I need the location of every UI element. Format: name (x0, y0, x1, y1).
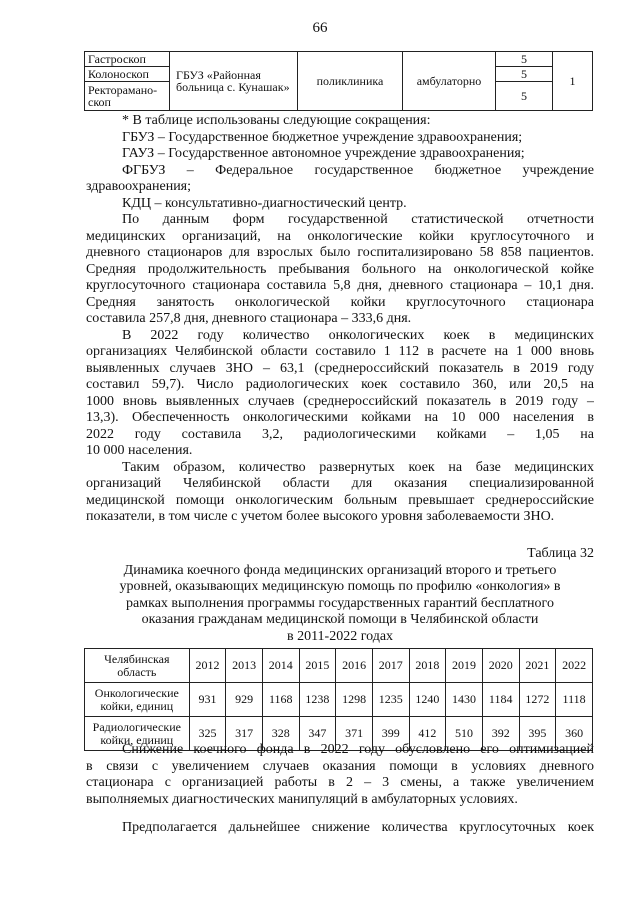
table-row (85, 683, 593, 717)
year-header-cell: 2016 (336, 649, 373, 683)
text-line: круглосуточного стационара составила 5,8 дня, дневного стационара – 10,1 дня. (86, 278, 594, 293)
exam-cell: Гастроскоп (85, 52, 170, 67)
text-line: Снижение коечного фонда в 2022 году обусловлено его оптимизацией (122, 742, 594, 757)
text-line: показатели, в том числе с учетом более высокого уровня заболеваемости ЗНО. (86, 509, 555, 524)
table-label: Таблица 32 (527, 546, 594, 561)
text-line: организаций Челябинской области для оказания специализированной (86, 476, 594, 491)
year-header-cell: 2022 (556, 649, 593, 683)
text-line: Предполагается дальнейшее снижение количества круглосуточных коек (122, 820, 594, 835)
year-header-cell: 2020 (482, 649, 519, 683)
table-title-line: Динамика коечного фонда медицинских организаций второго и третьего (123, 562, 557, 578)
table-title-line: оказания гражданам медицинской помощи в Челябинской области (141, 612, 539, 627)
facility-type-cell: поликлиника (298, 52, 403, 111)
value-cell: 317 (226, 717, 263, 751)
value-cell: 1235 (372, 683, 409, 717)
year-header-cell: 2021 (519, 649, 556, 683)
total-cell: 1 (553, 52, 593, 111)
text-line: ГАУЗ – Государственное автономное учреждение здравоохранения; (122, 146, 525, 161)
exam-name-part: Ректорамано- (88, 83, 158, 97)
table-title-line: рамках выполнения программы государственных гарантий бесплатного (126, 595, 554, 611)
text-line: медицинских организаций, на онкологические койки круглосуточного и (86, 228, 594, 244)
text-line: составил 59,7). Число радиологических коек составило 360, или 20,5 на (86, 377, 594, 392)
text-line: стационара с организацией работы в 2 – 3 смены, а также увеличением (86, 775, 594, 790)
year-header-cell: 2014 (262, 649, 299, 683)
year-header-cell: 2018 (409, 649, 446, 683)
value-cell: 929 (226, 683, 263, 717)
text-line: В 2022 году количество онкологических коек в медицинских (122, 327, 594, 343)
abbreviations-and-text-section (86, 113, 594, 526)
text-line: Средняя продолжительность пребывания больного на онкологической койке (86, 261, 594, 277)
value-cell: 1298 (336, 683, 373, 717)
conclusion-section (86, 742, 594, 837)
value-cell: 399 (372, 717, 409, 751)
organization-cell (170, 52, 298, 111)
table-header-row (85, 649, 593, 683)
row-label-cell (85, 683, 190, 717)
organization-name-line: ГБУЗ «Районная (176, 68, 261, 82)
text-line: Средняя занятость онкологической койки круглосуточного стационара (86, 294, 594, 310)
value-cell: 371 (336, 717, 373, 751)
text-line: медицинской помощи онкологическим больным превышает среднероссийские (86, 492, 594, 508)
count-cell: 5 (496, 82, 553, 111)
count-cell: 5 (496, 52, 553, 67)
facilities-table-continuation (84, 51, 593, 111)
text-line: в связи с увеличением случаев оказания помощи в условиях дневного (86, 758, 594, 774)
exam-cell: Колоноскоп (85, 67, 170, 82)
row-label-line: Радиологические (92, 720, 181, 734)
text-line: ФГБУЗ – Федеральное государственное бюджетное учреждение (122, 162, 594, 178)
header-label-line: область (117, 664, 157, 679)
text-line: 1000 вновь выявленных случаев (среднероссийский показатель в 2019 году – (86, 393, 594, 409)
value-cell: 347 (299, 717, 336, 751)
text-line: * В таблице использованы следующие сокращения: (122, 113, 431, 128)
text-line: выполняемых диагностических манипуляций в амбулаторных условиях. (86, 791, 518, 807)
care-mode-cell: амбулаторно (403, 52, 496, 111)
text-line: КДЦ – консультативно-диагностический центр. (122, 195, 407, 211)
value-cell: 395 (519, 717, 556, 751)
text-line: 10 000 населения. (86, 443, 193, 458)
value-cell: 328 (262, 717, 299, 751)
organization-name-line: больница с. Кунашак» (176, 80, 290, 94)
table-title-line: уровней, оказывающих медицинскую помощь по профилю «онкология» в (119, 579, 561, 594)
text-line: 2022 году составила 3,2, радиологическими койками – 1,05 на (86, 426, 594, 442)
year-header-cell: 2013 (226, 649, 263, 683)
text-line: организациях Челябинской области составило 1 112 в расчете на 1 000 вновь (86, 344, 594, 359)
text-line: ГБУЗ – Государственное бюджетное учреждение здравоохранения; (122, 129, 523, 145)
text-line: здравоохранения; (86, 179, 192, 194)
value-cell: 1168 (262, 683, 299, 717)
bed-fund-dynamics-table (84, 648, 593, 751)
year-header-cell: 2019 (446, 649, 483, 683)
region-header-cell (85, 649, 190, 683)
value-cell: 412 (409, 717, 446, 751)
header-label-line: Челябинская (104, 652, 170, 666)
row-label-line: Онкологические (94, 686, 179, 700)
value-cell: 325 (189, 717, 226, 751)
value-cell: 931 (189, 683, 226, 717)
row-label-line: койки, единиц (100, 698, 174, 713)
value-cell: 1184 (482, 683, 519, 717)
year-header-cell: 2015 (299, 649, 336, 683)
value-cell: 360 (556, 717, 593, 751)
year-header-cell: 2017 (372, 649, 409, 683)
value-cell: 1118 (556, 683, 593, 717)
page-number: 66 (312, 20, 328, 36)
text-line: Таким образом, количество развернутых коек на базе медицинских (122, 459, 594, 475)
table-title-line: в 2011-2022 годах (286, 628, 394, 644)
value-cell: 510 (446, 717, 483, 751)
row-label-line: койки, единиц (100, 732, 174, 747)
value-cell: 1238 (299, 683, 336, 717)
value-cell: 1430 (446, 683, 483, 717)
text-line: дневного стационаров для взрослых было госпитализировано 58 858 пациентов. (86, 245, 594, 260)
text-line: выявленных случаев ЗНО – 63,1 (среднероссийский показатель в 2019 году (86, 360, 594, 376)
text-line: По данным форм государственной статистической отчетности (122, 212, 594, 227)
exam-cell (85, 82, 170, 111)
count-cell: 5 (496, 67, 553, 82)
table-caption (86, 546, 594, 645)
value-cell: 1272 (519, 683, 556, 717)
value-cell: 392 (482, 717, 519, 751)
text-line: 13,3). Обеспеченность онкологическими койками на 10 000 населения в (86, 410, 594, 425)
value-cell: 1240 (409, 683, 446, 717)
exam-name-part: скоп (88, 95, 111, 109)
year-header-cell: 2012 (189, 649, 226, 683)
text-line: составила 257,8 дня, дневного стационара – 333,6 дня. (86, 311, 412, 326)
